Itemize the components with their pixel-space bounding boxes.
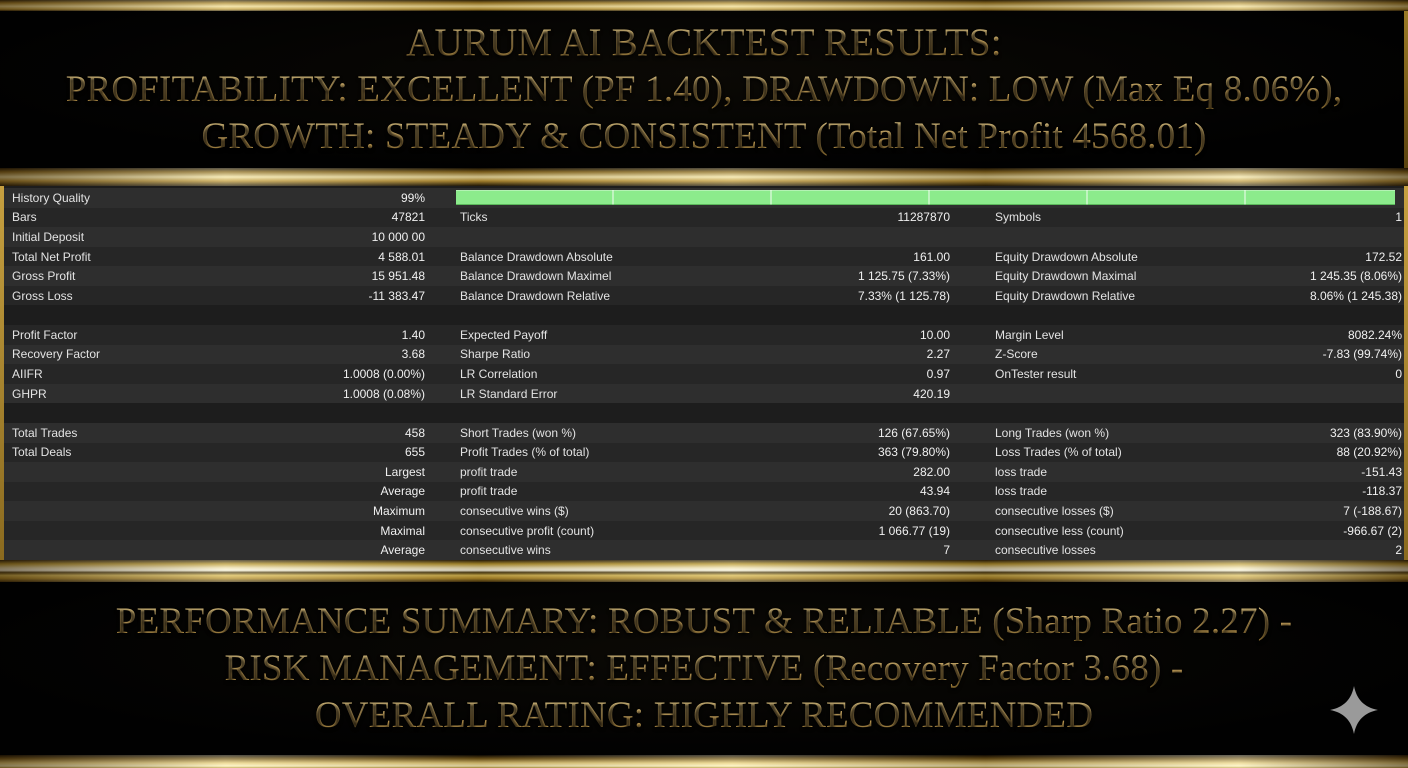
col-group-1 [4,384,428,404]
cell-label: Long Trades (won %) [995,425,1110,440]
col-group-1 [4,462,428,482]
cell-label: Margin Level [995,327,1064,342]
table-row [4,423,1404,443]
col-group-2 [428,540,952,560]
cell-label: Balance Drawdown Maximel [460,269,612,284]
cell-label: Gross Loss [12,288,73,303]
col-group-1 [4,521,428,541]
col-group-1 [4,345,428,365]
table-row [4,482,1404,502]
cell-value: -966.67 (2) [1343,523,1402,538]
cell-value: 3.68 [401,347,425,362]
col-group-3 [952,384,1404,404]
table-row [4,286,1404,306]
footer-summary-line: PERFORMANCE SUMMARY: ROBUST & RELIABLE (Sharp Ratio 2.27) - [116,598,1292,645]
sparkle-icon [1329,685,1379,740]
col-group-2 [428,208,952,228]
cell-label: Loss Trades (% of total) [995,445,1122,460]
cell-label: consecutive less (count) [995,523,1124,538]
cell-label: Expected Payoff [460,327,548,342]
cell-label: profit trade [460,464,518,479]
table-spacer-row [4,305,1404,325]
col-group-2 [428,345,952,365]
table-row [4,501,1404,521]
cell-value: 282.00 [913,464,950,479]
cell-label: Z-Score [995,347,1038,362]
gold-divider-bottom [0,560,1408,582]
cell-label: Gross Profit [12,269,76,284]
cell-label: Equity Drawdown Absolute [995,249,1138,264]
table-row [4,247,1404,267]
col-group-1 [4,227,428,247]
cell-value: 458 [404,425,425,440]
cell-value: 8082.24% [1347,327,1402,342]
history-quality-bar [456,188,1404,208]
cell-label: profit trade [460,484,518,499]
cell-label: Profit Factor [12,327,78,342]
cell-value: 7.33% (1 125.78) [857,288,950,303]
cell-label: AIIFR [12,366,43,381]
cell-label: consecutive wins [460,543,551,558]
cell-value: Maximal [380,523,425,538]
col-group-3 [952,208,1404,228]
cell-label: Balance Drawdown Absolute [460,249,613,264]
col-group-3 [952,247,1404,267]
cell-label: consecutive losses ($) [995,504,1114,519]
col-group-3 [952,521,1404,541]
cell-value: 43.94 [919,484,950,499]
table-row [4,266,1404,286]
col-group-3 [952,443,1404,463]
col-group-1 [4,443,428,463]
col-group-2 [428,227,952,247]
col-group-3 [952,423,1404,443]
table-row [4,384,1404,404]
cell-value: 420.19 [913,386,950,401]
cell-value: -7.83 (99.74%) [1322,347,1402,362]
cell-label: OnTester result [995,366,1077,381]
cell-value: 1.0008 (0.08%) [342,386,425,401]
footer-banner [0,582,1408,755]
col-group-3 [952,266,1404,286]
table-row [4,208,1404,228]
table-row [4,443,1404,463]
col-group-2 [428,423,952,443]
cell-value: Largest [384,464,425,479]
cell-value: 655 [404,445,425,460]
table-row [4,540,1404,560]
page-title: AURUM AI BACKTEST RESULTS: [406,21,1002,64]
cell-label: History Quality [12,190,91,205]
col-group-2 [428,521,952,541]
col-group-3 [952,345,1404,365]
cell-value: Average [380,484,425,499]
col-group-1 [4,247,428,267]
cell-value: 1 245.35 (8.06%) [1309,269,1402,284]
col-group-2 [428,247,952,267]
cell-label: Total Trades [12,425,78,440]
cell-label: Equity Drawdown Relative [995,288,1136,303]
cell-label: loss trade [995,464,1048,479]
cell-label: LR Standard Error [460,386,558,401]
col-group-1 [4,286,428,306]
cell-label: consecutive losses [995,543,1096,558]
cell-label: Total Net Profit [12,249,91,264]
cell-label: consecutive wins ($) [460,504,569,519]
col-group-1 [4,482,428,502]
col-group-1 [4,208,428,228]
cell-value: -11 383.47 [368,288,425,303]
cell-value: 99% [400,190,425,205]
col-group-1 [4,501,428,521]
col-group-1 [4,423,428,443]
cell-value: 0 [1395,366,1402,381]
cell-value: Maximum [372,504,425,519]
header-subtitle-1: PROFITABILITY: EXCELLENT (PF 1.40), DRAWDOWN: LOW (Max Eq 8.06%), [66,66,1343,113]
cell-label: Sharpe Ratio [460,347,531,362]
cell-label: Equity Drawdown Maximal [995,269,1137,284]
col-group-2 [428,443,952,463]
gold-border-bottom [0,755,1408,768]
cell-value: 1 [1395,210,1402,225]
cell-value: 1.40 [401,327,425,342]
gold-border-top [0,0,1408,11]
col-group-1 [4,540,428,560]
col-group-2 [428,364,952,384]
cell-value: 2.27 [926,347,950,362]
cell-value: 0.97 [926,366,950,381]
gold-divider-top [0,168,1408,186]
cell-label: Profit Trades (% of total) [460,445,590,460]
table-row [4,462,1404,482]
cell-value: 88 (20.92%) [1336,445,1402,460]
cell-label: Bars [12,210,37,225]
col-group-2 [428,286,952,306]
cell-value: 126 (67.65%) [877,425,950,440]
table-row [4,521,1404,541]
footer-rating-line: OVERALL RATING: HIGHLY RECOMMENDED [315,692,1093,739]
cell-label: Short Trades (won %) [460,425,577,440]
cell-value: 47821 [391,210,425,225]
cell-value: 20 (863.70) [888,504,950,519]
col-group-2 [428,325,952,345]
table-row [4,188,1404,208]
cell-label: LR Correlation [460,366,538,381]
cell-value: 1 125.75 (7.33%) [857,269,950,284]
backtest-table-body [4,186,1404,560]
cell-label: consecutive profit (count) [460,523,595,538]
table-row [4,227,1404,247]
cell-value: Average [380,543,425,558]
col-group-3 [952,227,1404,247]
col-group-1 [4,266,428,286]
col-group-2 [428,501,952,521]
cell-label: Ticks [460,210,488,225]
cell-label: Balance Drawdown Relative [460,288,611,303]
cell-label: Initial Deposit [12,229,85,244]
cell-value: 4 588.01 [378,249,425,264]
cell-label: GHPR [12,386,47,401]
cell-value: 7 (-188.67) [1343,504,1402,519]
cell-value: 1 066.77 (19) [878,523,950,538]
col-group-3 [952,540,1404,560]
table-row [4,345,1404,365]
col-group-2 [428,266,952,286]
col-group-3 [952,501,1404,521]
header-banner [0,11,1408,168]
table-spacer-row [4,403,1404,423]
backtest-report [0,186,1408,560]
col-group-1 [4,325,428,345]
cell-value: 7 [943,543,950,558]
cell-label: loss trade [995,484,1048,499]
cell-label: Symbols [995,210,1042,225]
col-group-3 [952,482,1404,502]
col-group-2 [428,384,952,404]
cell-value: 8.06% (1 245.38) [1309,288,1402,303]
header-subtitle-2: GROWTH: STEADY & CONSISTENT (Total Net Profit 4568.01) [201,113,1206,160]
cell-value: -151.43 [1361,464,1402,479]
cell-value: 10 000 00 [371,229,425,244]
col-group-2 [428,482,952,502]
cell-value: 363 (79.80%) [877,445,950,460]
table-row [4,325,1404,345]
col-group-3 [952,462,1404,482]
col-group-1 [4,364,428,384]
col-group-3 [952,364,1404,384]
table-row [4,364,1404,384]
col-group-3 [952,286,1404,306]
col-group-1 [4,188,428,208]
col-group-2 [428,462,952,482]
history-quality-bar-fill [456,190,1395,205]
footer-risk-line: RISK MANAGEMENT: EFFECTIVE (Recovery Factor 3.68) - [225,645,1184,692]
cell-label: Recovery Factor [12,347,101,362]
cell-value: 15 951.48 [371,269,425,284]
cell-value: 172.52 [1365,249,1402,264]
cell-label: Total Deals [12,445,72,460]
col-group-3 [952,325,1404,345]
cell-value: 11287870 [897,210,950,225]
cell-value: 323 (83.90%) [1329,425,1402,440]
cell-value: 10.00 [919,327,950,342]
cell-value: 1.0008 (0.00%) [342,366,425,381]
cell-value: -118.37 [1362,484,1402,499]
cell-value: 161.00 [913,249,950,264]
cell-value: 2 [1395,543,1402,558]
